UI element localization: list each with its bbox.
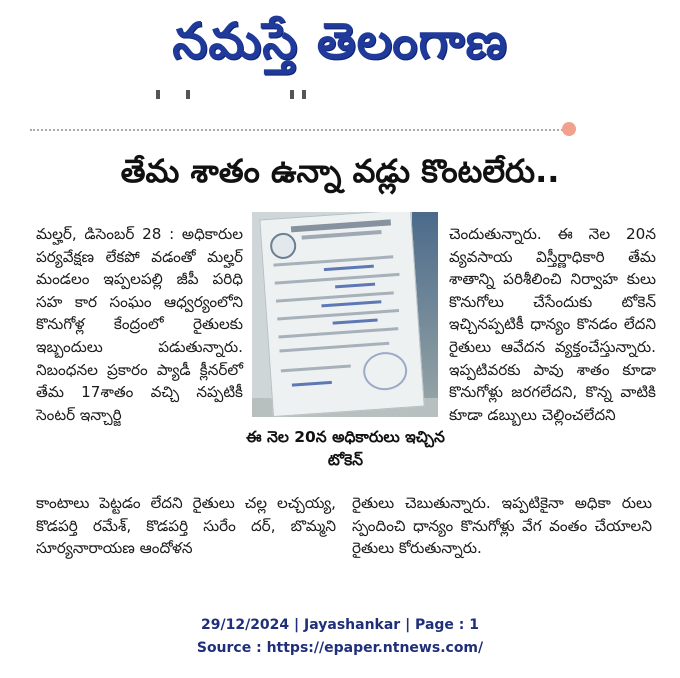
paper-ink <box>321 300 381 307</box>
token-paper <box>259 212 424 417</box>
paper-seal-icon <box>269 232 297 260</box>
masthead-title: నమస్తే తెలంగాణ <box>172 12 508 70</box>
article-column-bottom-right: రైతులు చెబుతున్నారు. ఇప్పటికైనా అధికా రులు స్పందించి ధాన్యం కొనుగోళ్లు వేగ వంతం చేయాలని రైతులు కోరుతున్నారు. <box>352 494 652 558</box>
subline-mark <box>302 90 306 99</box>
article-column-bottom-left: కాంటాలు పెట్టడం లేదని రైతులు చల్ల లచ్చయ్య, కొడపర్తి రమేశ్, కొడపర్తి సురేం దర్, బొమ్మని సూర్యనారాయణ ఆందోళన <box>36 494 336 558</box>
footer-source: Source : https://epaper.ntnews.com/ <box>196 640 484 656</box>
paper-line <box>273 255 393 266</box>
paper-ink <box>292 381 332 387</box>
news-photo <box>252 212 438 417</box>
paper-line <box>281 365 351 373</box>
subline-mark <box>290 90 294 99</box>
paper-line <box>278 327 398 338</box>
paper-stamp-icon <box>362 351 409 392</box>
subline-mark <box>156 90 160 99</box>
paper-ink <box>324 265 374 271</box>
article-column-left: మల్హర్, డిసెంబర్ 28 : అధికారుల పర్యవేక్షణ లేకపో వడంతో మల్హర్ మండలం ఇప్పలపల్లి జీపీ పరిధి సహ కార సంఘం ఆధ్వర్యంలోని కొనుగోళ్ల కేంద్రంలో రైతులకు ఇబ్బందులు పడుతున్నారు. నిబంధనల ప్రకారం ప్యాడీ క్లీనర్‌లో తేమ 17శాతం వచ్చి నప్పటికీ సెంటర్ ఇన్చార్జి <box>36 225 243 424</box>
masthead-subline <box>150 90 350 102</box>
paper-line <box>279 342 389 353</box>
divider-dot <box>562 122 576 136</box>
footer-date-edition: 29/12/2024 | Jayashankar | Page : 1 <box>201 617 479 633</box>
section-divider <box>30 129 566 131</box>
paper-ink <box>333 319 378 325</box>
paper-ink <box>335 283 375 289</box>
article-headline: తేమ శాతం ఉన్నా వడ్లు కొంటలేరు.. <box>120 152 560 190</box>
paper-line <box>275 273 400 285</box>
article-column-right: చెందుతున్నారు. ఈ నెల 20న వ్యవసాయ విస్తీర్ణాధికారి తేమ శాతాన్ని పరిశీలించి నిర్వాహ కులు కొనుగోలు చేసేందుకు టోకెన్ ఇచ్చినప్పటికీ ధాన్యం కొనడం లేదని రైతులు ఆవేదన వ్యక్తంచేస్తున్నారు. ఇప్పటివరకు పావు శాతం కూడా కొనుగోళ్లు జరగలేదని, కొన్న వాటికి కూడా డబ్బులు చెల్లించలేదని <box>449 225 656 424</box>
subline-mark <box>186 90 190 99</box>
paper-header-sub <box>302 230 382 240</box>
paper-line <box>277 309 399 321</box>
photo-caption: ఈ నెల 20న అధికారులు ఇచ్చిన టోకెన్ <box>246 428 445 469</box>
